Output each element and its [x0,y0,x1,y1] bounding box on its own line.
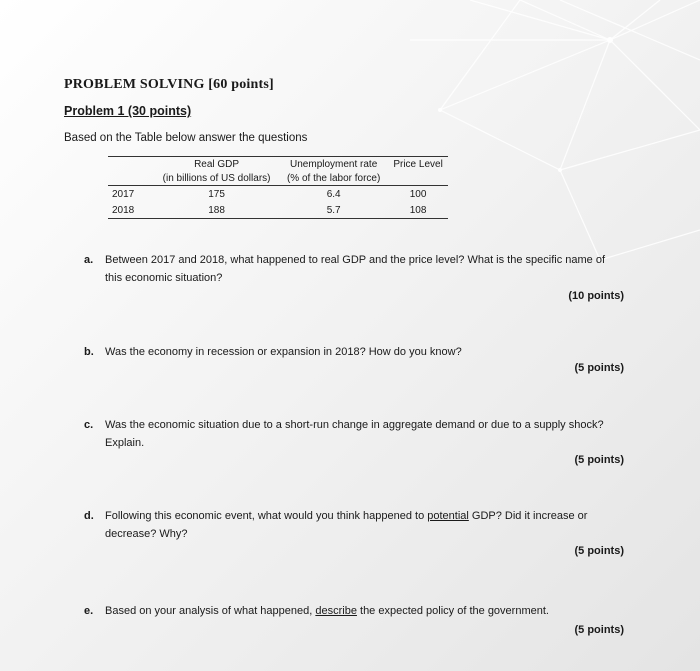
question-letter: e. [84,605,94,617]
question-d-points: (5 points) [574,545,624,557]
question-a [84,251,624,287]
question-e [84,602,624,620]
table-header-cell: Unemployment rate [279,157,388,172]
table-header-cell: (in billions of US dollars) [154,171,279,186]
question-letter: b. [84,346,94,358]
table-header-cell: Price Level [388,157,448,172]
question-letter: d. [84,510,94,522]
table-cell: 2017 [112,189,135,200]
table-header-row [108,171,448,186]
question-text [105,602,624,620]
intro-text: Based on the Table below answer the questions [64,132,308,144]
question-b [84,343,624,361]
table-header-cell: Real GDP [154,157,279,172]
question-text: Was the economy in recession or expansion in 2018? How do you know? [105,346,462,358]
question-letter: a. [84,254,94,266]
table-header-cell: (% of the labor force) [279,171,388,186]
question-c-points: (5 points) [574,454,624,466]
underlined-term: potential [427,510,469,522]
question-text [105,507,624,543]
question-a-points: (10 points) [568,290,624,302]
underlined-term: describe [315,605,357,617]
table-header-cell [108,157,154,172]
question-letter: c. [84,419,94,431]
question-text: Was the economic situation due to a short-run change in aggregate demand or due to a supply shock? Explain. [105,419,604,449]
question-text-part: Based on your analysis of what happened, [105,605,316,617]
question-c [84,416,624,452]
table-cell: 100 [409,189,427,200]
table-cell: 188 [154,202,279,219]
question-d [84,507,624,543]
question-text: Between 2017 and 2018, what happened to real GDP and the price level? What is the specific name of this economic situation? [105,254,606,284]
question-e-points: (5 points) [574,624,624,636]
question-text-part: GDP? Did it increase or decrease? Why? [105,510,588,540]
question-text-part: Following this economic event, what would you think happened to [105,510,428,522]
table-row [108,186,448,203]
page-heading: PROBLEM SOLVING [60 points] [64,77,274,92]
question-b-points: (5 points) [574,362,624,374]
table-header-cell [108,171,154,186]
problem-title: Problem 1 (30 points) [64,104,192,118]
economic-data-table [108,156,448,219]
table-cell: 5.7 [279,202,388,219]
question-text-part: the expected policy of the government. [356,605,549,617]
table-header-cell [388,171,448,186]
table-row [108,202,448,219]
table-cell: 175 [208,189,225,200]
table-header-row [108,157,448,172]
table-cell: 6.4 [326,189,341,200]
table-cell: 2018 [108,202,154,219]
table-cell: 108 [388,202,448,219]
